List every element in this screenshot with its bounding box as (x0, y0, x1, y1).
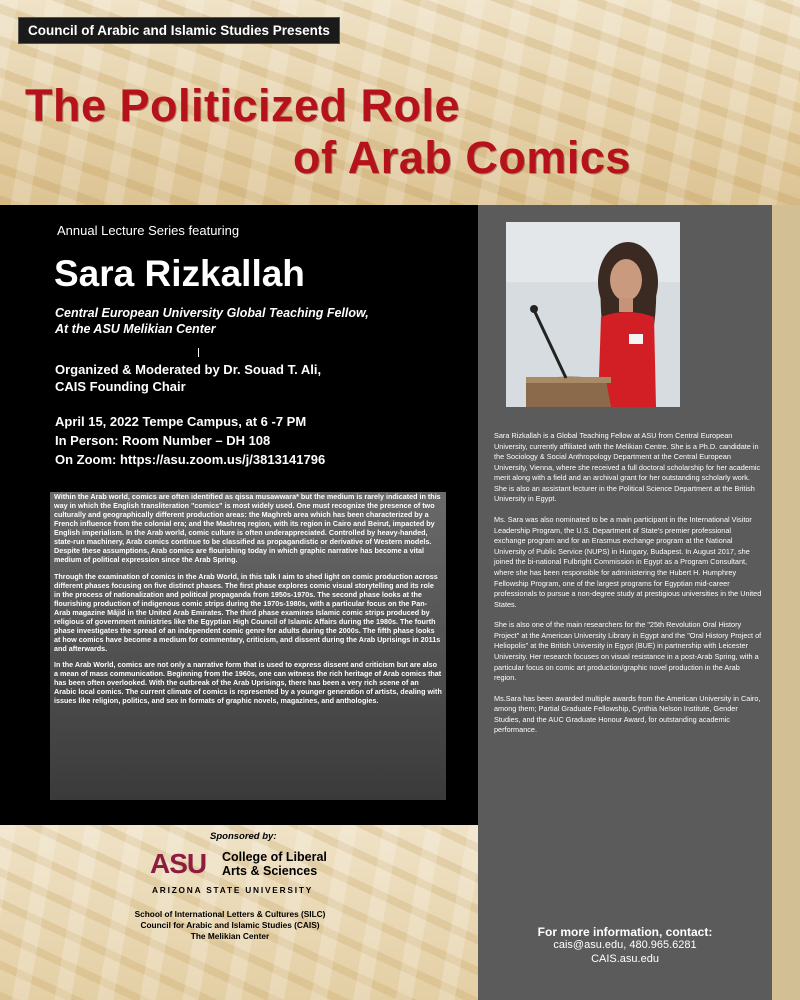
speaker-bio (494, 431, 764, 746)
organizer-line1: Organized & Moderated by Dr. Souad T. Ali, (55, 362, 322, 377)
contact-email-phone[interactable]: cais@asu.edu, 480.965.6281 (553, 939, 697, 951)
sponsor-unit-melikian: The Melikian Center (190, 930, 270, 941)
abstract-paragraph: In the Arab World, comics are not only a narrative form that is used to express dissent and criticism but are also a mean of mass communication. Beginning from the 1960s, one can witness the rich heritage of Arab comics that has been often overlooked. With the outbreak of the Arab Uprisings, there has been a very rich scene of an Arabic local comics. The current climate of comics is represented by a younger generation of artists, dealing with issues like religion, politics, and sex in formats of graphic novels, magazines, and anthologies. (54, 660, 442, 706)
top-banner (0, 0, 800, 205)
bio-paragraph: She is also one of the main researchers for the "25th Revolution Oral History Project" at the American University Library in Egypt and the "Oral History Project of Heliopolis" at the British University in Egypt (BUE) in partnership with Leicester University. Her research focuses on visual resistance in a post-Arab Spring, with a particular focus on comic art production/graphic novel production in the Arab region. (494, 620, 762, 683)
series-label: Annual Lecture Series featuring (57, 223, 240, 238)
presenter-tag: Council of Arabic and Islamic Studies Presents (18, 17, 340, 44)
event-date: April 15, 2022 Tempe Campus, at 6 -7 PM (55, 414, 307, 429)
bio-paragraph: Ms.Sara has been awarded multiple awards from the American University in Cairo, among them; Partial Graduate Fellowship, Cynthia Nelson Institute, Gender Studies, and the AUC Graduate Honour Award, for outstanding academic performance. (494, 693, 761, 735)
organizer (55, 362, 465, 396)
speaker-name: Sara Rizkallah (54, 253, 305, 294)
organizer-line2: CAIS Founding Chair (55, 378, 186, 394)
college-line2: Arts & Sciences (222, 864, 318, 879)
contact-info (478, 925, 772, 967)
speaker-photo-illustration (506, 222, 680, 407)
speaker-photo (506, 222, 680, 407)
text-cursor-mark (198, 348, 199, 357)
asu-university-name: ARIZONA STATE UNIVERSITY (152, 885, 314, 895)
sponsor-label: Sponsored by: (210, 831, 277, 842)
event-title-line1: The Politicized Role (25, 80, 461, 131)
sponsor-unit-silc: School of International Letters & Cultures (SILC) (134, 909, 326, 919)
sponsor-banner (0, 825, 478, 1000)
affiliation-line2: At the ASU Melikian Center (55, 322, 216, 337)
contact-website[interactable]: CAIS.asu.edu (591, 952, 659, 965)
sponsor-unit-cais: Council for Arabic and Islamic Studies (CAIS) (140, 919, 320, 930)
asu-logo: ASU (150, 848, 207, 879)
asu-college-name (222, 850, 327, 879)
right-edge-strip (772, 205, 800, 1000)
event-room: In Person: Room Number – DH 108 (55, 432, 271, 448)
abstract-paragraph: Within the Arab world, comics are often identified as qissa musawwara* but the medium is rarely indicated in this way in which the English transliteration "comics" is most widely used. One must recognize the presence of two culturally and geographically different production areas: the Maghreb area which has been characterized by a French influence from the colonial era; and the Mashreq region, with its region in Cairo and Beirut, impacted by English imperialism. In the Arab world, comic culture is often underappreciated. Controlled by heavy-handed, state-run machinery, Arab comics continue to be classified as propagandistic or derivative of Western models. Despite these assumptions, Arab comics are flourishing today in which graphic narrative has become a vital medium of political expression since the Arab Spring. (54, 492, 441, 565)
abstract-box (50, 492, 446, 800)
bio-paragraph: Ms. Sara was also nominated to be a main participant in the International Visitor Leadership Program, the U.S. Department of State's premier professional exchange program and for an Erasmus exchange program at the National University of Public Service (NUPS) in Hungary, Budapest. In August 2017, she joined the bi-national Fulbright Commission in Egypt as a Program Consultant, where she has been responsible for administering the Hubert H. Humphrey Fellowship Program, one of the largest programs for Egyptian mid-career professionals to pursue a non-degree study at prestigious universities in the United States. (494, 515, 762, 609)
college-line1: College of Liberal (222, 850, 327, 864)
abstract-paragraph: Through the examination of comics in the Arab World, in this talk I aim to shed light on comic production across different phases focusing on five distinct phases. The first phase explores comic visual storytelling and its role in the process of nationalization and political propaganda from 1950s-1970s. The second phase looks at the flourishing production of indigenous comic strips during the 1970s-1980s, with a particular focus on the Pan-Arab magazine Mâjid in the United Arab Emirates. The third phase examines Islamic comic strips produced by religious of government ministries like the Egyptian High Council of Islamic Affairs during the 1980s. The fourth phase investigates the spread of an independent comic genre for adults during the 2000s. The fifth phase looks at how comics have become a medium for commentary, criticism, and dissent during the Arab Uprisings in 2011s and afterwards. (54, 571, 441, 653)
speaker-affiliation (55, 305, 465, 338)
event-title-line2: of Arab Comics (293, 132, 631, 183)
affiliation-line1: Central European University Global Teaching Fellow, (55, 306, 369, 320)
contact-heading: For more information, contact: (537, 925, 713, 939)
lecture-details (0, 205, 478, 825)
sponsor-units (120, 909, 340, 941)
bio-panel (478, 205, 772, 1000)
bio-paragraph: Sara Rizkallah is a Global Teaching Fellow at ASU from Central European University, currently affiliated with the Melikian Centre. She is a Ph.D. candidate in the Sociology & Social Anthropology Department at the Central European University, Vienna, where she received a full doctoral scholarship for her academic merit along with a field and an archival grant for her outstanding scholarly work. She is also an assistant lecturer in the Political Science Department at the British University in Egypt. (494, 431, 761, 504)
event-info (55, 413, 470, 470)
event-zoom-link[interactable]: On Zoom: https://asu.zoom.us/j/3813141796 (55, 451, 326, 467)
